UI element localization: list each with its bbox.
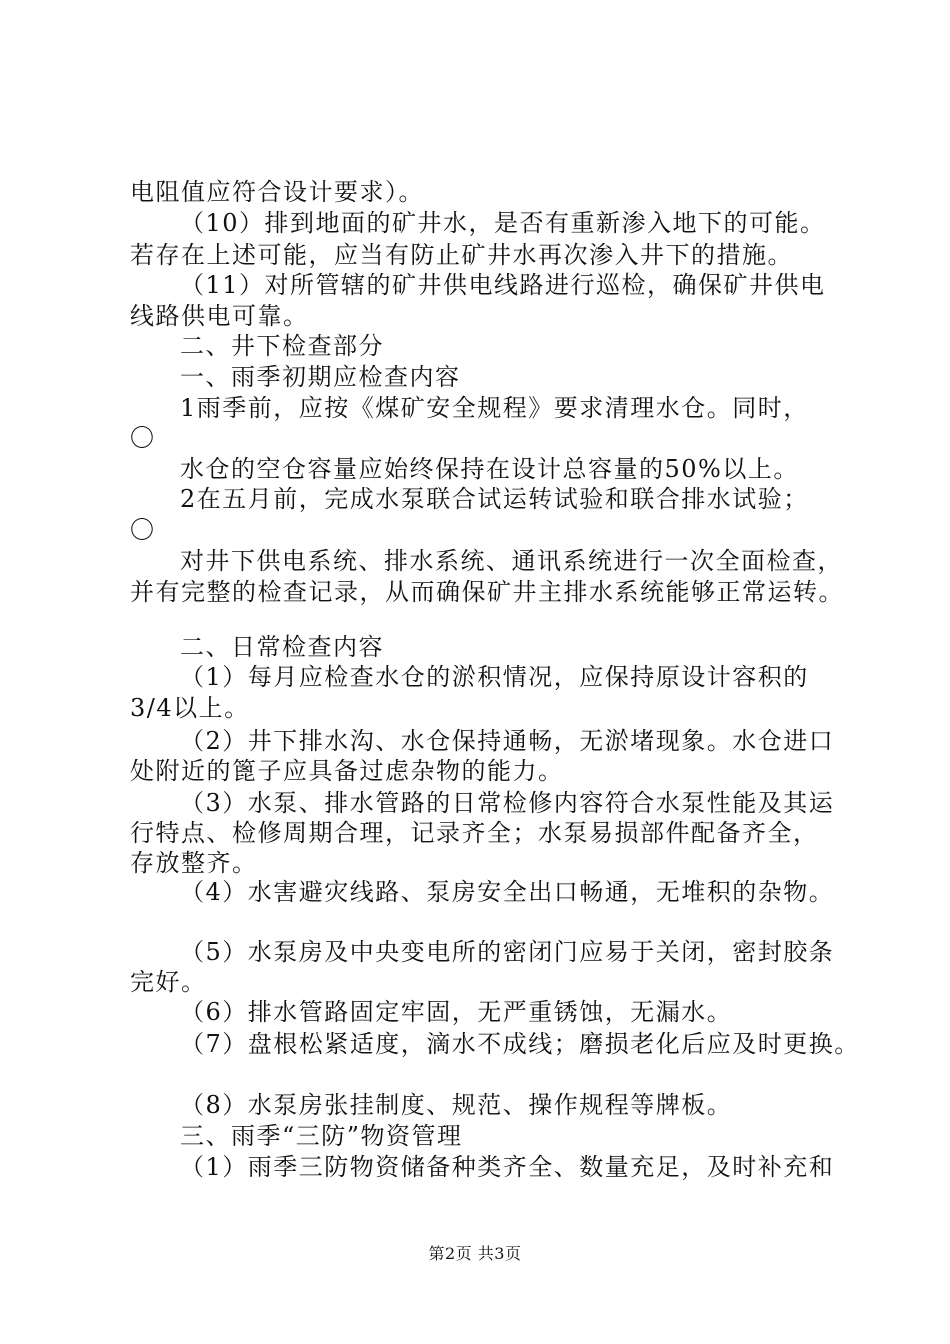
text-line: （6）排水管路固定牢固，无严重锈蚀，无漏水。: [180, 998, 733, 1026]
section-heading: 一、雨季初期应检查内容: [180, 363, 461, 391]
section-heading: 二、井下检查部分: [180, 332, 384, 360]
text-line: （2）井下排水沟、水仓保持通畅，无淤堵现象。水仓进口: [180, 727, 835, 755]
text-line: （10）排到地面的矿井水，是否有重新渗入地下的可能。: [180, 209, 826, 237]
text-line: 2在五月前，完成水泵联合试运转试验和联合排水试验；: [180, 485, 809, 513]
text-line: （3）水泵、排水管路的日常检修内容符合水泵性能及其运: [180, 789, 835, 817]
text-line: 若存在上述可能，应当有防止矿井水再次渗入井下的措施。: [130, 241, 793, 269]
section-heading: 三、雨季“三防”物资管理: [180, 1122, 463, 1150]
circle-marker: 〇: [130, 424, 154, 452]
text-line: 存放整齐。: [130, 849, 258, 877]
page-footer: 第2页 共3页: [428, 1244, 522, 1263]
text-line: 1雨季前，应按《煤矿安全规程》要求清理水仓。同时，: [180, 394, 809, 422]
text-line: （8）水泵房张挂制度、规范、操作规程等牌板。: [180, 1091, 733, 1119]
text-line: （11）对所管辖的矿井供电线路进行巡检，确保矿井供电: [180, 271, 826, 299]
text-line: 完好。: [130, 968, 207, 996]
text-line: 线路供电可靠。: [130, 302, 309, 330]
text-line: 水仓的空仓容量应始终保持在设计总容量的50%以上。: [180, 455, 799, 483]
text-line: 对井下供电系统、排水系统、通讯系统进行一次全面检查，: [180, 547, 843, 575]
text-line: 电阻值应符合设计要求）。: [130, 178, 424, 206]
text-line: 处附近的篦子应具备过虑杂物的能力。: [130, 757, 564, 785]
text-line: （1）雨季三防物资储备种类齐全、数量充足，及时补充和: [180, 1153, 835, 1181]
text-line: 并有完整的检查记录，从而确保矿井主排水系统能够正常运转。: [130, 578, 844, 606]
text-line: （1）每月应检查水仓的淤积情况，应保持原设计容积的: [180, 663, 809, 691]
text-line: （7）盘根松紧适度，滴水不成线；磨损老化后应及时更换。: [180, 1030, 860, 1058]
text-line: （5）水泵房及中央变电所的密闭门应易于关闭，密封胶条: [180, 938, 835, 966]
text-line: （4）水害避灾线路、泵房安全出口畅通，无堆积的杂物。: [180, 878, 835, 906]
text-line: 行特点、检修周期合理，记录齐全；水泵易损部件配备齐全，: [130, 819, 819, 847]
text-line: 3/4以上。: [130, 694, 250, 722]
circle-marker: 〇: [130, 516, 154, 544]
section-heading: 二、日常检查内容: [180, 633, 384, 661]
